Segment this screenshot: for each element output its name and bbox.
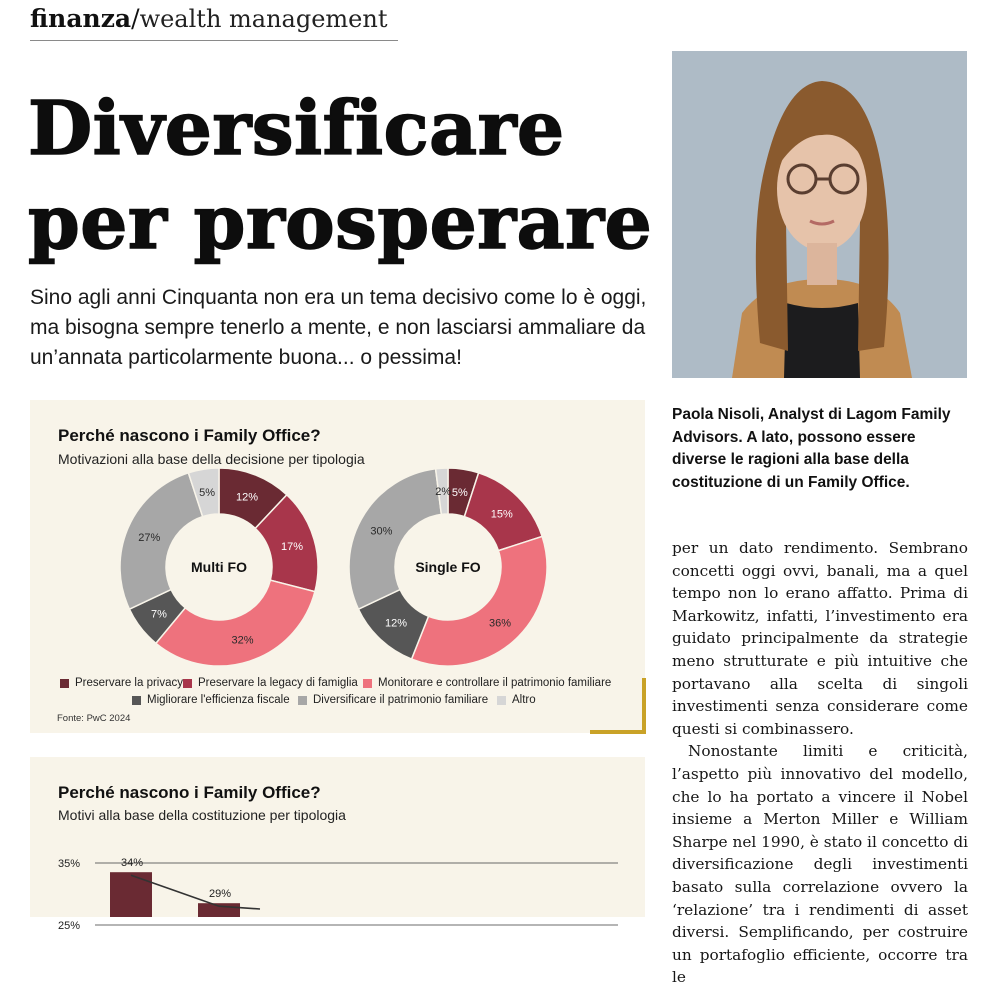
body-column xyxy=(672,537,968,989)
bar-value-label: 34% xyxy=(120,857,144,870)
legend-label: Preservare la privacy xyxy=(75,677,184,689)
slice-label: 5% xyxy=(199,486,216,499)
photo-caption: Paola Nisoli, Analyst di Lagom Family Advisors. A lato, possono essere diverse le ragioni alla base della costituzione di un Family Office. xyxy=(672,406,951,491)
donut-slice xyxy=(156,580,315,666)
slice-label: 17% xyxy=(280,540,303,553)
legend-swatch xyxy=(132,696,141,705)
body-paragraph: Nonostante limiti e criticità, l’aspetto più innovativo del modello, che lo ha portato a vincere il Nobel insieme a Merton Miller e William Sharpe nel 1990, è stato il concetto di diversificazione degli investimenti basato sulla correlazione ovvero la ‘relazione’ tra i rendimenti di asset diversi. Semplificando, per costruire un portafoglio efficiente, occorre tra le xyxy=(672,742,968,987)
chart-panel-donuts xyxy=(30,400,645,733)
slice-label: 12% xyxy=(235,491,258,504)
chart-source: Fonte: PwC 2024 xyxy=(57,713,131,724)
slice-label: 5% xyxy=(451,486,468,499)
section-header xyxy=(30,4,398,41)
donut-center-label: Multi FO xyxy=(191,559,247,575)
slice-label: 36% xyxy=(489,617,512,630)
legend-item-altro xyxy=(497,694,536,706)
section-separator: / xyxy=(131,4,140,33)
bar-chart xyxy=(30,757,645,932)
donut-single-fo xyxy=(349,468,547,666)
donut-charts xyxy=(30,400,645,680)
slice-label: 27% xyxy=(138,531,161,544)
slice-label: 15% xyxy=(490,508,513,521)
headline-line-2: per prosperare xyxy=(28,180,653,266)
donut-slice xyxy=(412,536,547,666)
lead-paragraph: Sino agli anni Cinquanta non era un tema decisivo come lo è oggi, ma bisogna sempre tenerlo a mente, e non lasciarsi ammaliare da un’annata particolarmente buona... o pessima! xyxy=(30,286,647,369)
section-name: finanza xyxy=(30,4,132,33)
chart-title: Perché nascono i Family Office? xyxy=(58,783,321,802)
legend-item-monitor xyxy=(363,677,611,689)
legend-swatch xyxy=(60,679,69,688)
portrait-illustration xyxy=(672,51,967,378)
headline xyxy=(28,82,668,270)
chart-subtitle: Motivi alla base della costituzione per tipologia xyxy=(58,807,346,823)
legend-item-efficienza xyxy=(132,694,290,706)
slice-label: 12% xyxy=(384,617,407,630)
donut-center-label: Single FO xyxy=(415,559,481,575)
legend-label: Altro xyxy=(512,694,536,706)
legend-swatch xyxy=(363,679,372,688)
bar xyxy=(198,903,240,917)
subsection-name: wealth management xyxy=(139,5,388,33)
donut-slice xyxy=(120,473,203,609)
slice-label: 7% xyxy=(150,608,167,621)
legend-label: Preservare la legacy di famiglia xyxy=(198,677,358,689)
legend-label: Migliorare l'efficienza fiscale xyxy=(147,694,290,706)
legend-item-diversificare xyxy=(298,694,488,706)
legend-swatch xyxy=(298,696,307,705)
portrait-photo xyxy=(672,51,967,378)
y-tick-label: 35% xyxy=(58,858,81,870)
headline-line-1: Diversificare xyxy=(28,86,565,172)
legend-swatch xyxy=(497,696,506,705)
legend-item-legacy xyxy=(183,677,358,689)
legend-label: Monitorare e controllare il patrimonio familiare xyxy=(378,677,612,689)
donut-multi-fo xyxy=(120,468,318,666)
legend-label: Diversificare il patrimonio familiare xyxy=(313,694,489,706)
gold-corner-accent xyxy=(590,678,646,734)
donut-slice xyxy=(349,469,441,609)
chart-title: Perché nascono i Family Office? xyxy=(58,426,321,445)
legend-item-privacy xyxy=(60,677,183,689)
slice-label: 2% xyxy=(435,486,452,499)
chart-subtitle: Motivazioni alla base della decisione per tipologia xyxy=(58,451,365,467)
y-tick-label: 25% xyxy=(58,920,81,932)
body-paragraph: per un dato rendimento. Sembrano concetti oggi ovvi, banali, ma a quel tempo non lo erano affatto. Prima di Markowitz, infatti, l’investimento era guidato principalmente da strategie meno strutturate e più intuitive che portavano alla scelta di singoli investimenti senza considerare come questi si combinassero. xyxy=(672,539,968,738)
chart-panel-bars xyxy=(30,757,645,932)
slice-label: 30% xyxy=(370,525,393,538)
legend-swatch xyxy=(183,679,192,688)
bar xyxy=(110,872,152,917)
bar-value-label: 29% xyxy=(208,888,232,901)
slice-label: 32% xyxy=(231,634,254,647)
